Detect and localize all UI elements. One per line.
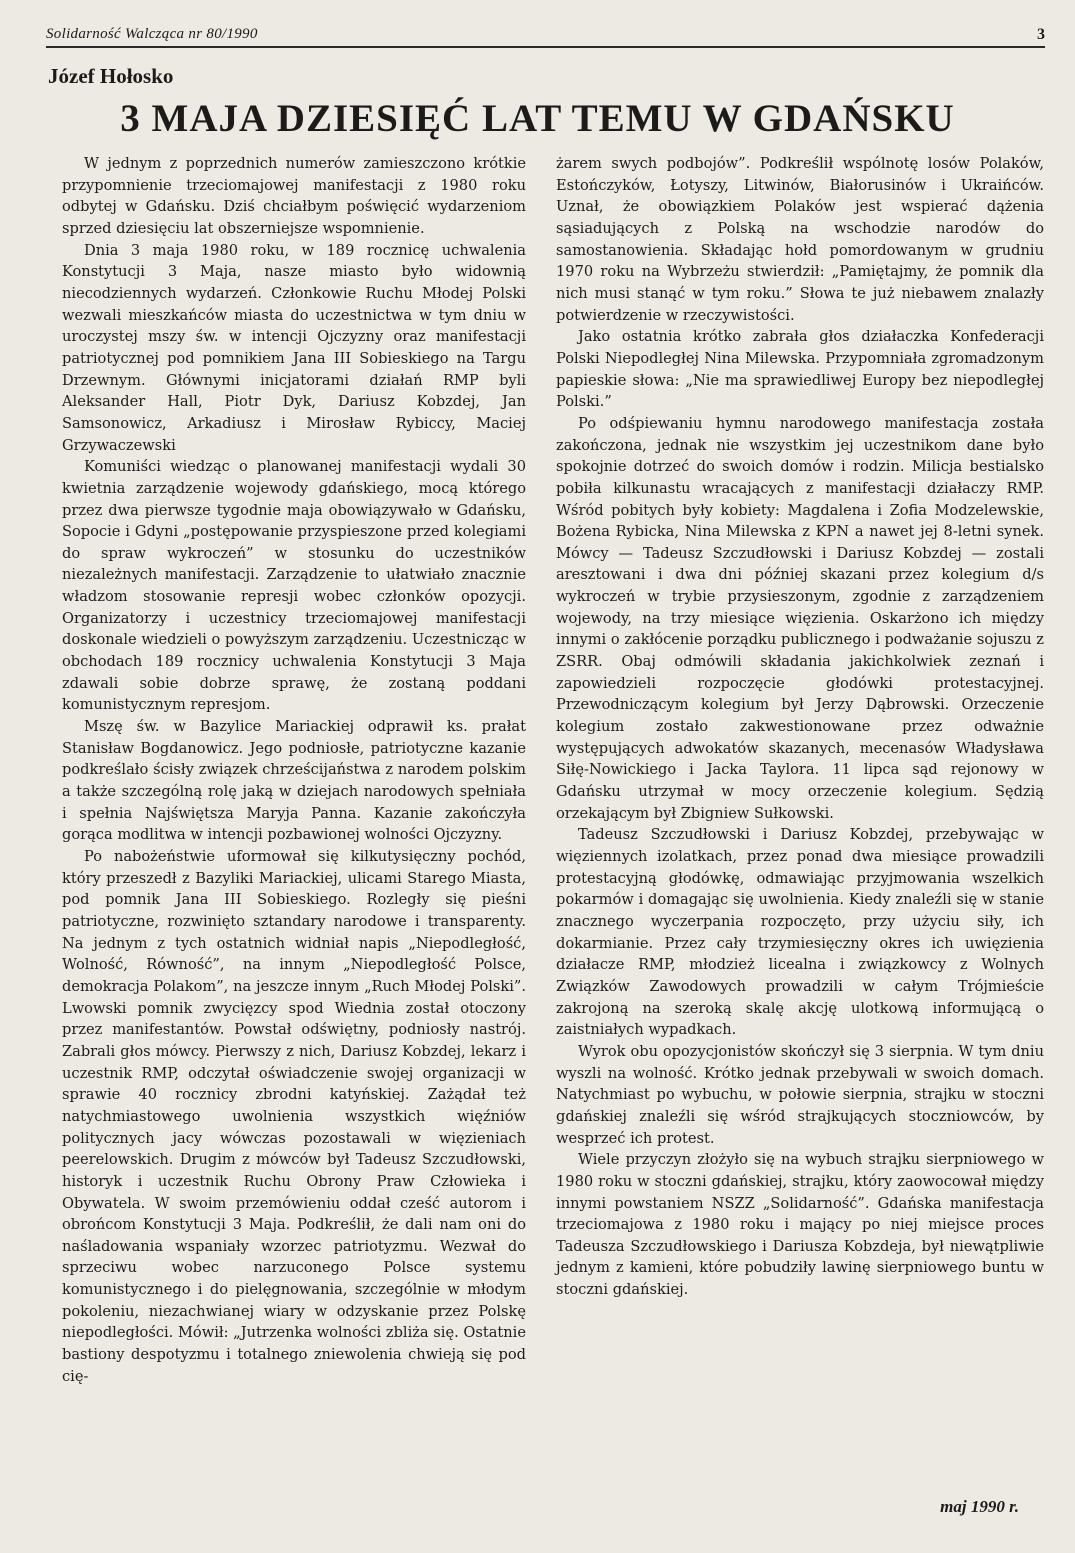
paragraph: Jako ostatnia krótko zabrała głos działaczka Konfederacji Polski Niepodległej Nina Milewska. Przypomniała zgromadzonym papieskie słowa: „Nie ma sprawiedliwej Europy bez niepodległej Polski.” — [556, 328, 1044, 411]
right-column — [556, 153, 1044, 1301]
article-author: Józef Hołosko — [48, 64, 174, 88]
paragraph: Wiele przyczyn złożyło się na wybuch strajku sierpniowego w 1980 roku w stoczni gdańskiej, strajku, który zaowocował między innymi powstaniem NSZZ „Solidarność”. Gdańska manifestacja trzeciomajowa z 1980 roku i mający po niej miejsce proces Tadeusza Szczudłowskiego i Dariusza Kobzdeja, był niewątpliwie jednym z kamieni, które pobudziły lawinę sierpniowego buntu w stoczni gdańskiej. — [556, 1151, 1044, 1299]
paragraph: Po odśpiewaniu hymnu narodowego manifestacja została zakończona, jednak nie wszystkim jej uczestnikom dane było spokojnie dotrzeć do swoich domów i rodzin. Milicja bestialsko pobiła kilkunastu wracających z manifestacji działaczy RMP. Wśród pobitych były kobiety: Magdalena i Zofia Modzelewskie, Bożena Rybicka, Nina Milewska z KPN a nawet jej 8-letni synek. Mówcy — Tadeusz Szczudłowski i Dariusz Kobzdej — zostali aresztowani i dwa dni później skazani przez kolegium d/s wykroczeń w trybie przysieszonym, zgodnie z zarządzeniem wojewody, na trzy miesiące więzienia. Oskarżono ich między innymi o zakłócenie porządku publicznego i podważanie sojuszu z ZSRR. Obaj odmówili składania jakichkolwiek zeznań i zapowiedzieli rozpoczęcie głodówki protestacyjnej. Przewodniczącym kolegium był Jerzy Dąbrowski. Orzeczenie kolegium zostało zakwestionowane przez odważnie występujących adwokatów skazanych, mecenasów Władysława Siłę-Nowickiego i Jacka Taylora. 11 lipca sąd rejonowy w Gdańsku utrzymał w mocy orzeczenie kolegium. Sędzią orzekającym był Zbigniew Sułkowski. — [556, 414, 1044, 822]
left-column — [62, 153, 526, 1387]
page-number: 3 — [1037, 26, 1045, 43]
paragraph: W jednym z poprzednich numerów zamieszczono krótkie przypomnienie trzeciomajowej manifestacji z 1980 roku odbytej w Gdańsku. Dziś chciałbym poświęcić wydarzeniom sprzed dziesięciu lat obszerniejsze wspomnienie. — [62, 155, 526, 237]
paragraph: Mszę św. w Bazylice Mariackiej odprawił ks. prałat Stanisław Bogdanowicz. Jego podniosłe, patriotyczne kazanie podkreślało ścisły związek chrześcijaństwa z narodem polskim a także szczególną rolę jaką w dziejach narodowych spełniała i spełnia Najświętsza Maryja Panna. Kazanie zakończyła gorąca modlitwa w intencji pozbawionej wolności Ojczyzny. — [62, 718, 526, 844]
paragraph: Dnia 3 maja 1980 roku, w 189 rocznicę uchwalenia Konstytucji 3 Maja, nasze miasto było widownią niecodziennych wydarzeń. Członkowie Ruchu Młodej Polski wezwali mieszkańców miasta do uczestnictwa w tym dniu w uroczystej mszy św. w intencji Ojczyzny oraz manifestacji patriotycznej pod pomnikiem Jana III Sobieskiego na Targu Drzewnym. Głównymi inicjatorami działań RMP byli Aleksander Hall, Piotr Dyk, Dariusz Kobzdej, Jan Samsonowicz, Arkadiusz i Mirosław Rybiccy, Maciej Grzywaczewski — [62, 241, 526, 454]
paragraph: Po nabożeństwie uformował się kilkutysięczny pochód, który przeszedł z Bazyliki Mariackiej, ulicami Starego Miasta, pod pomnik Jana III Sobieskiego. Rozległy się pieśni patriotyczne, rozwinięto sztandary narodowe i transparenty. Na jednym z tych ostatnich widniał napis „Niepodległość, Wolność, Równość”, na innym „Niepodległość Polsce, demokracja Polakom”, na jeszcze innym „Ruch Młodej Polski”. Lwowski pomnik zwycięzcy spod Wiednia został otoczony przez manifestantów. Powstał odświętny, podniosły nastrój. Zabrali głos mówcy. Pierwszy z nich, Dariusz Kobzdej, lekarz i uczestnik RMP, odczytał oświadczenie swojej organizacji w sprawie 40 rocznicy zbrodni katyńskiej. Zażądał też natychmiastowego uwolnienia wszystkich więźniów politycznych jacy wówczas pozostawali w więzieniach peerelowskich. Drugim z mówców był Tadeusz Szczudłowski, historyk i uczestnik Ruchu Obrony Praw Człowieka i Obywatela. W swoim przemówieniu oddał cześć autorom i obrońcom Konstytucji 3 Maja. Podkreślił, że dali nam oni do naśladowania wspaniały wzorzec patriotyzmu. Wezwał do sprzeciwu wobec narzuconego Polsce systemu komunistycznego i do pielęgnowania, szczególnie w młodym pokoleniu, niezachwianej wiary w odzyskanie przez Polskę niepodległości. Mówił: „Jutrzenka wolności zbliża się. Ostatnie bastiony despotyzmu i totalnego zniewolenia chwieją się pod cię- — [62, 848, 526, 1385]
page-header — [46, 24, 1045, 48]
article-title: 3 MAJA DZIESIĘĆ LAT TEMU W GDAŃSKU — [120, 97, 955, 140]
publication-name: Solidarność Walcząca nr 80/1990 — [46, 26, 258, 42]
article-date: maj 1990 r. — [940, 1497, 1019, 1516]
paragraph: Komuniści wiedząc o planowanej manifestacji wydali 30 kwietnia zarządzenie wojewody gdańskiego, mocą którego przez dwa pierwsze tygodnie maja obowiązywało w Gdańsku, Sopocie i Gdyni „postępowanie przyspieszone przed kolegiami do spraw wykroczeń” w stosunku do uczestników niezależnych manifestacji. Zarządzenie to ułatwiało znacznie władzom stosowanie represji wobec członków opozycji. Organizatorzy i uczestnicy trzeciomajowej manifestacji doskonale wiedzieli o powyższym zarządzeniu. Uczestnicząc w obchodach 189 rocznicy uchwalenia Konstytucji 3 Maja zdawali sobie dobrze sprawę, że zostaną poddani komunistycznym represjom. — [62, 458, 526, 714]
paragraph: Wyrok obu opozycjonistów skończył się 3 sierpnia. W tym dniu wyszli na wolność. Krótko jednak przebywali w swoich domach. Natychmiast po wybuchu, w połowie sierpnia, strajku w stoczni gdańskiej znaleźli się wśród strajkujących stoczniowców, by wesprzeć ich protest. — [556, 1042, 1044, 1147]
paragraph: Tadeusz Szczudłowski i Dariusz Kobzdej, przebywając w więziennych izolatkach, przez ponad dwa miesiące prowadzili protestacyjną głodówkę, odmawiając przyjmowania wszelkich pokarmów i domagając się uwolnienia. Kiedy znaleźli się w stanie znacznego wyczerpania rozpoczęto, przy użyciu siły, ich dokarmianie. Przez cały trzymiesięczny okres ich uwięzienia działacze RMP, młodzież licealna i związkowcy z Wolnych Związków Zawodowych prowadzili w całym Trójmieście zakrojoną na szeroką skalę akcję ulotkową informującą o zaistniałych wypadkach. — [556, 826, 1044, 1039]
paragraph: żarem swych podbojów”. Podkreślił wspólnotę losów Polaków, Estończyków, Łotyszy, Litwinów, Białorusinów i Ukraińców. Uznał, że obowiązkiem Polaków jest wspierać dążenia sąsiadujących z Polską na wschodzie narodów do samostanowienia. Składając hołd pomordowanym w grudniu 1970 roku na Wybrzeżu stwierdził: „Pamiętajmy, że pomnik dla nich musi stanąć w tym roku.” Słowa te już niebawem znalazły potwierdzenie w rzeczywistości. — [556, 155, 1044, 324]
